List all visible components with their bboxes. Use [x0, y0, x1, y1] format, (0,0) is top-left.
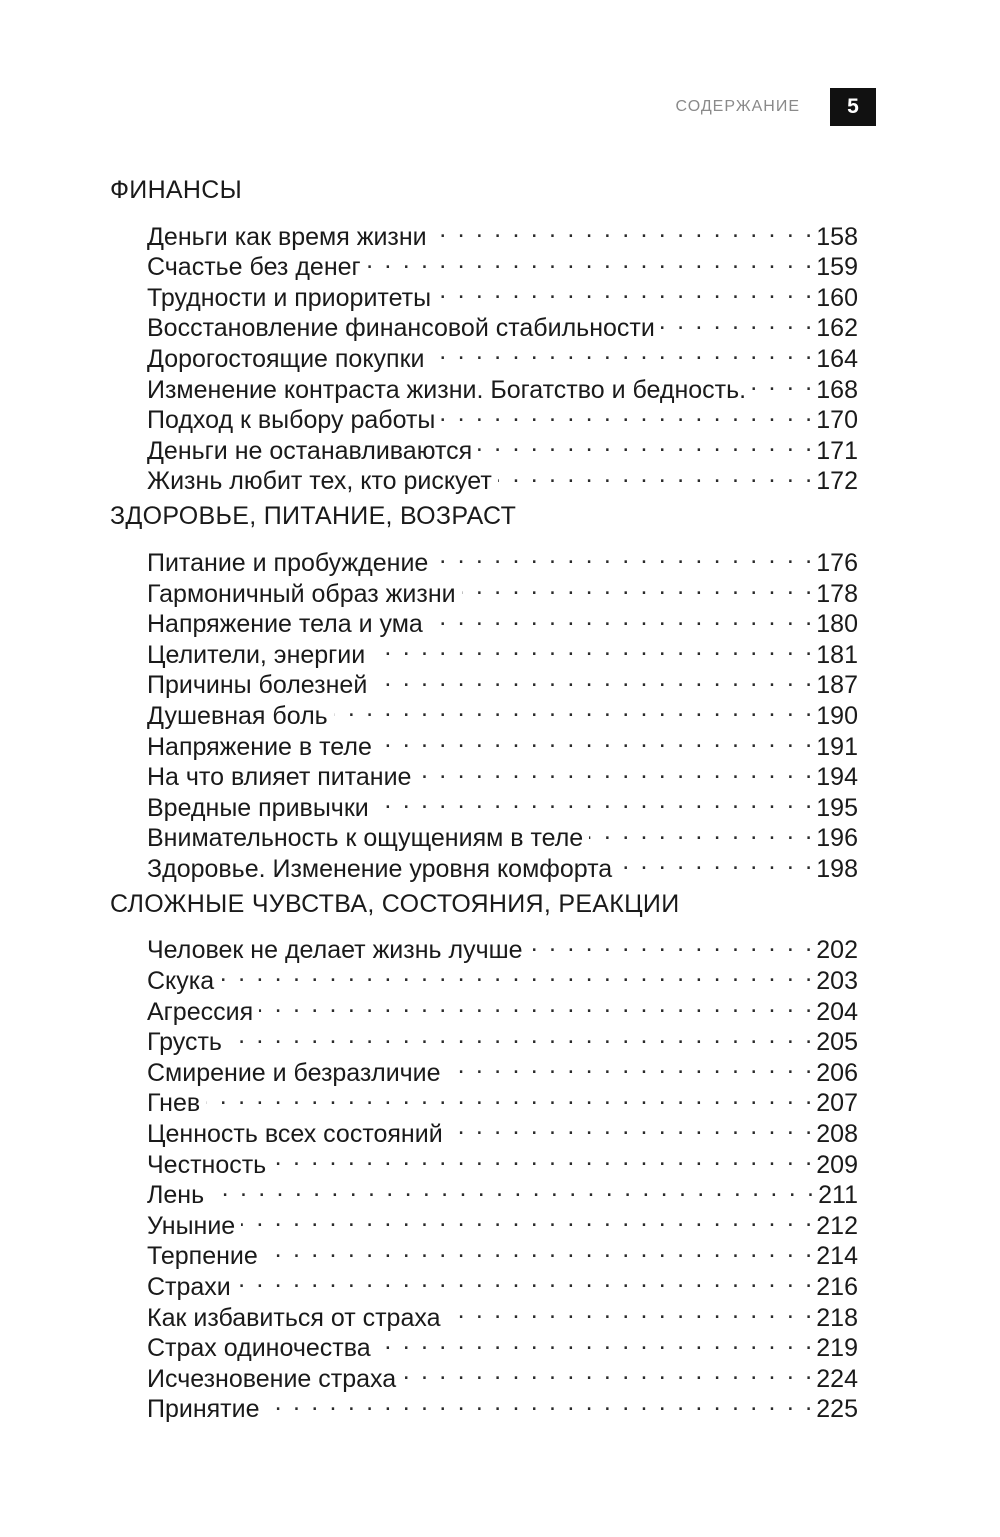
entry-title: Напряжение тела и ума — [147, 609, 429, 640]
entry-title: Дорогостоящие покупки — [147, 344, 431, 375]
entry-page-number: 224 — [816, 1364, 858, 1393]
entry-page-number: 195 — [816, 793, 858, 822]
entry-title: Гармоничный образ жизни — [147, 579, 462, 610]
toc-entry[interactable] — [147, 1020, 858, 1057]
dot-leader — [334, 693, 815, 724]
entry-title: Деньги как время жизни — [147, 222, 433, 253]
entry-title: На что влияет питание — [147, 762, 417, 793]
entry-title: Гнев — [147, 1088, 206, 1119]
entry-page-number: 164 — [816, 344, 858, 373]
entry-title: Скука — [147, 966, 220, 997]
entry-page-number: 202 — [816, 936, 858, 965]
dot-leader — [266, 1387, 815, 1418]
entry-title: Жизнь любит тех, кто рискует — [147, 466, 498, 497]
entry-page-number: 212 — [816, 1211, 858, 1240]
entry-title: Смирение и безразличие — [147, 1058, 447, 1089]
entry-page-number: 206 — [816, 1058, 858, 1087]
dot-leader — [377, 1326, 815, 1357]
toc-entry[interactable] — [147, 1234, 858, 1271]
dot-leader — [429, 602, 814, 633]
toc-entry[interactable] — [147, 1295, 858, 1332]
entry-page-number: 194 — [816, 763, 858, 792]
toc-entry[interactable] — [147, 1203, 858, 1240]
entry-page-number: 214 — [816, 1242, 858, 1271]
dot-leader — [375, 785, 815, 816]
entry-title: Принятие — [147, 1394, 266, 1425]
dot-leader — [661, 306, 814, 337]
entry-page-number: 180 — [816, 610, 858, 639]
entry-title: Изменение контраста жизни. Богатство и бедность. — [147, 375, 752, 406]
dot-leader — [446, 1295, 814, 1326]
entry-page-number: 196 — [816, 824, 858, 853]
running-title: СОДЕРЖАНИЕ — [675, 98, 800, 115]
dot-leader — [241, 1203, 814, 1234]
toc-entry[interactable] — [147, 1264, 858, 1301]
toc-entry[interactable] — [147, 989, 858, 1026]
entry-title: Как избавиться от страха — [147, 1303, 446, 1334]
entry-title: Исчезновение страха — [147, 1364, 402, 1395]
dot-leader — [498, 459, 814, 490]
entry-title: Целители, энергии — [147, 640, 371, 671]
entry-title: Человек не делает жизнь лучше — [147, 935, 529, 966]
dot-leader — [237, 1264, 815, 1295]
section-heading: ФИНАНСЫ — [110, 176, 243, 204]
entry-title: Уныние — [147, 1211, 241, 1242]
entry-page-number: 208 — [816, 1120, 858, 1149]
dot-leader — [367, 245, 815, 276]
dot-leader — [272, 1142, 814, 1173]
toc-entry[interactable] — [147, 540, 858, 577]
entry-title: Лень — [147, 1180, 210, 1211]
entry-page-number: 176 — [816, 548, 858, 577]
dot-leader — [210, 1173, 816, 1204]
dot-leader — [437, 275, 814, 306]
entry-page-number: 205 — [816, 1028, 858, 1057]
entry-page-number: 178 — [816, 579, 858, 608]
dot-leader — [402, 1356, 814, 1387]
entry-title: Внимательность к ощущениям в теле — [147, 823, 589, 854]
entry-page-number: 158 — [816, 222, 858, 251]
entry-page-number: 204 — [816, 997, 858, 1026]
dot-leader — [264, 1234, 814, 1265]
entry-title: Деньги не останавливаются — [147, 436, 478, 467]
entry-page-number: 171 — [816, 436, 858, 465]
entry-page-number: 190 — [816, 701, 858, 730]
dot-leader — [529, 928, 815, 959]
entry-title: Питание и пробуждение — [147, 548, 434, 579]
entry-title: Восстановление финансовой стабильности — [147, 313, 661, 344]
entry-page-number: 187 — [816, 671, 858, 700]
entry-title: Вредные привычки — [147, 793, 375, 824]
dot-leader — [417, 755, 814, 786]
dot-leader — [618, 846, 814, 877]
toc-entry[interactable] — [147, 928, 858, 965]
entry-title: Честность — [147, 1150, 272, 1181]
entry-title: Трудности и приоритеты — [147, 283, 437, 314]
entry-page-number: 211 — [818, 1181, 858, 1210]
entry-page-number: 203 — [816, 967, 858, 996]
running-header — [676, 88, 876, 126]
section-heading: ЗДОРОВЬЕ, ПИТАНИЕ, ВОЗРАСТ — [110, 502, 517, 531]
dot-leader — [206, 1081, 814, 1112]
entry-page-number: 216 — [816, 1273, 858, 1301]
toc-entry[interactable] — [147, 1081, 858, 1118]
entry-page-number: 160 — [816, 283, 858, 312]
entry-page-number: 225 — [816, 1395, 858, 1424]
toc-entry[interactable] — [147, 1111, 858, 1149]
entry-page-number: 219 — [816, 1334, 858, 1363]
dot-leader — [478, 428, 814, 459]
toc-section — [110, 886, 858, 1424]
entry-title: Счастье без денег — [147, 252, 367, 283]
entry-title: Агрессия — [147, 997, 259, 1028]
page-number: 5 — [830, 88, 876, 126]
toc-entry[interactable] — [147, 958, 858, 996]
entry-title: Напряжение в теле — [147, 732, 378, 763]
entry-page-number: 209 — [816, 1150, 858, 1179]
entry-page-number: 172 — [816, 467, 858, 496]
toc-section — [110, 498, 858, 883]
dot-leader — [431, 336, 815, 367]
entry-title: Подход к выбору работы — [147, 405, 441, 436]
dot-leader — [373, 663, 814, 694]
entry-page-number: 191 — [816, 732, 858, 761]
entry-page-number: 181 — [816, 640, 858, 669]
dot-leader — [434, 540, 814, 571]
entry-page-number: 207 — [816, 1089, 858, 1118]
entry-title: Здоровье. Изменение уровня комфорта — [147, 854, 618, 885]
dot-leader — [589, 816, 814, 847]
entry-title: Душевная боль — [147, 701, 334, 732]
entry-title: Страх одиночества — [147, 1333, 377, 1364]
dot-leader — [449, 1111, 815, 1142]
section-heading: СЛОЖНЫЕ ЧУВСТВА, СОСТОЯНИЯ, РЕАКЦИИ — [110, 889, 680, 918]
dot-leader — [447, 1050, 815, 1081]
dot-leader — [752, 367, 814, 398]
entry-page-number: 198 — [816, 854, 858, 883]
dot-leader — [371, 632, 814, 663]
entry-page-number: 218 — [816, 1303, 858, 1332]
entry-title: Грусть — [147, 1027, 228, 1058]
entry-page-number: 159 — [816, 253, 858, 282]
dot-leader — [220, 958, 814, 989]
entry-page-number: 168 — [816, 375, 858, 404]
entry-title: Терпение — [147, 1241, 264, 1272]
dot-leader — [433, 214, 815, 245]
dot-leader — [462, 571, 815, 602]
entry-title: Причины болезней — [147, 670, 373, 701]
dot-leader — [259, 989, 814, 1020]
toc-entry[interactable] — [147, 214, 858, 251]
entry-page-number: 162 — [816, 314, 858, 343]
toc-entry[interactable] — [147, 1173, 858, 1210]
dot-leader — [378, 724, 814, 755]
toc-entry[interactable] — [147, 1050, 858, 1087]
table-of-contents — [110, 172, 858, 1424]
dot-leader — [228, 1020, 814, 1051]
entry-title: Страхи — [147, 1272, 237, 1303]
toc-section — [110, 172, 858, 496]
dot-leader — [441, 398, 814, 429]
entry-page-number: 170 — [816, 406, 858, 435]
entry-title: Ценность всех состояний — [147, 1119, 449, 1150]
